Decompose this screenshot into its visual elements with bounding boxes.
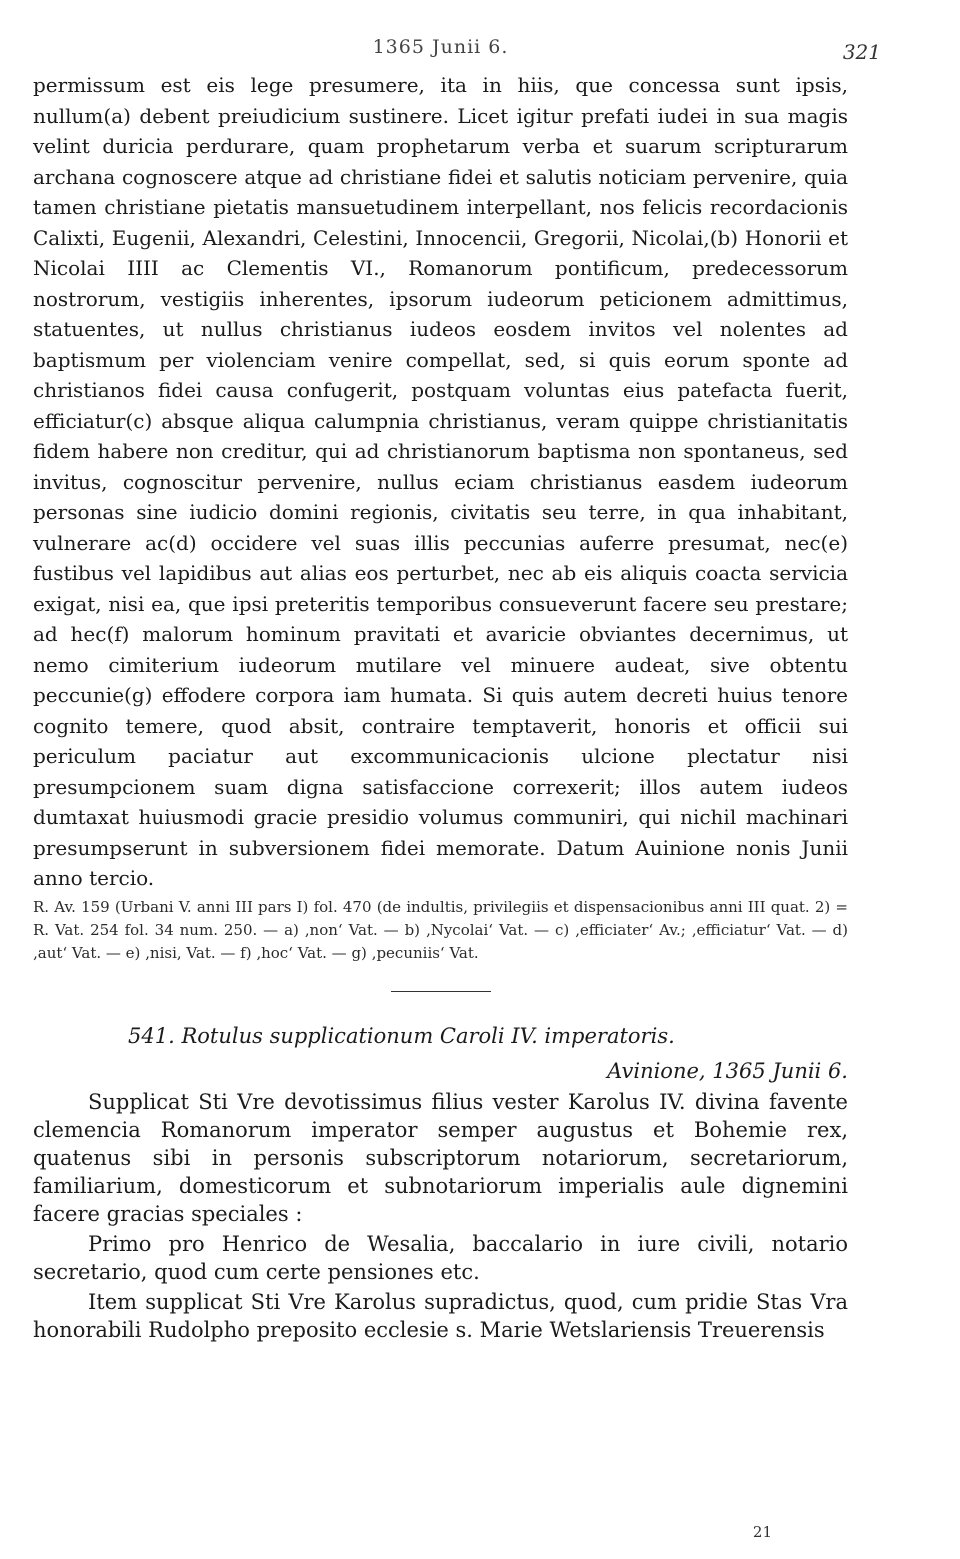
- document-title: Rotulus supplicationum Caroli IV. imperatoris.: [181, 1023, 675, 1048]
- document-place-date: Avinione, 1365 Junii 6.: [607, 1058, 848, 1083]
- critical-apparatus: [33, 896, 848, 965]
- document-paragraph-2: Primo pro Henrico de Wesalia, baccalario in iure civili, notario secretario, quod cum certe pensiones etc.: [33, 1231, 848, 1284]
- main-paragraph: permissum est eis lege presumere, ita in hiis, que concessa sunt ipsis, nullum(a) debent preiudicium sustinere. Licet igitur prefati iudei in sua magis velint duricia perdurare, quam prophetarum verba et suarum scripturarum archana cognoscere atque ad christiane fidei et salutis noticiam pervenire, quia tamen christiane pietatis mansuetudinem interpellant, nos felicis recordacionis Calixti, Eugenii, Alexandri, Celestini, Innocencii, Gregorii, Nicolai,(b) Honorii et Nicolai IIII ac Clementis VI., Romanorum pontificum, predecessorum nostrorum, vestigiis inherentes, ipsorum iudeorum peticionem admittimus, statuentes, ut nullus christianus iudeos eosdem invitos vel nolentes ad baptismum per violenciam venire compellat, sed, si quis eorum sponte ad christianos fidei causa confugerit, postquam voluntas eius patefacta fuerit, efficiatur(c) absque aliqua calumpnia christianus, veram quippe christianitatis fidem habere non creditur, qui ad christianorum baptisma non spontaneus, sed invitus, cognoscitur pervenire, nullus eciam christianus easdem iudeorum personas sine iudicio domini regionis, civitatis seu terre, in qua inhabitant, vulnerare ac(d) occidere vel suas illis peccunias auferre presumat, nec(e) fustibus vel lapidibus aut alias eos perturbet, nec ab eis aliquis coacta servicia exigat, nisi ea, que ipsi preteritis temporibus consueverunt facere seu prestare; ad hec(f) malorum hominum pravitati et avaricie obviantes decernimus, ut nemo cimiterium iudeorum mutilare vel minuere audeat, sive obtentu peccunie(g) effodere corpora iam humata. Si quis autem decreti huius tenore cognito temere, quod absit, contraire temptaverit, honoris et officii sui periculum paciatur aut excommunicacionis ulcione plectatur nisi presumpcionem suam digna satisfaccione correxerit; illos autem iudeos dumtaxat huiusmodi gracie presidio volumus communiri, qui nichil machinari presumpserunt in subversionem fidei memorate. Datum Auinione nonis Junii anno tercio.: [33, 73, 848, 890]
- page-number: 321: [842, 40, 881, 64]
- document-page: [33, 36, 881, 1344]
- main-text-block: [33, 70, 848, 894]
- section-divider: [391, 991, 491, 992]
- document-paragraph-1: Supplicat Sti Vre devotissimus filius vester Karolus IV. divina favente clemencia Romanorum imperator semper augustus et Bohemie rex, quatenus sibi in personis subscriptorum notariorum, secretariorum, familiarium, domesticorum et subnotariorum imperialis aule dignemini facere gracias speciales :: [33, 1089, 848, 1226]
- document-heading: [33, 1022, 848, 1050]
- sheet-number: 21: [752, 1523, 772, 1541]
- document-body: [33, 1088, 848, 1344]
- apparatus-notes: R. Av. 159 (Urbani V. anni III pars I) fol. 470 (de indultis, privilegiis et dispensacionibus anni III quat. 2) = R. Vat. 254 fol. 34 num. 250. — a) ‚non‘ Vat. — b) ‚Nycolai‘ Vat. — c) ‚efficiater‘ Av.; ‚efficiatur‘ Vat. — d) ‚aut‘ Vat. — e) ‚nisi, Vat. — f) ‚hoc‘ Vat. — g) ‚pecuniis‘ Vat.: [33, 897, 848, 962]
- document-number: 541.: [128, 1023, 175, 1048]
- running-title: 1365 Junii 6.: [372, 36, 509, 58]
- page-header: [33, 36, 881, 70]
- document-paragraph-3: Item supplicat Sti Vre Karolus supradictus, quod, cum pridie Stas Vra honorabili Rudolpho preposito ecclesie s. Marie Wetslariensis Treuerensis: [33, 1289, 848, 1342]
